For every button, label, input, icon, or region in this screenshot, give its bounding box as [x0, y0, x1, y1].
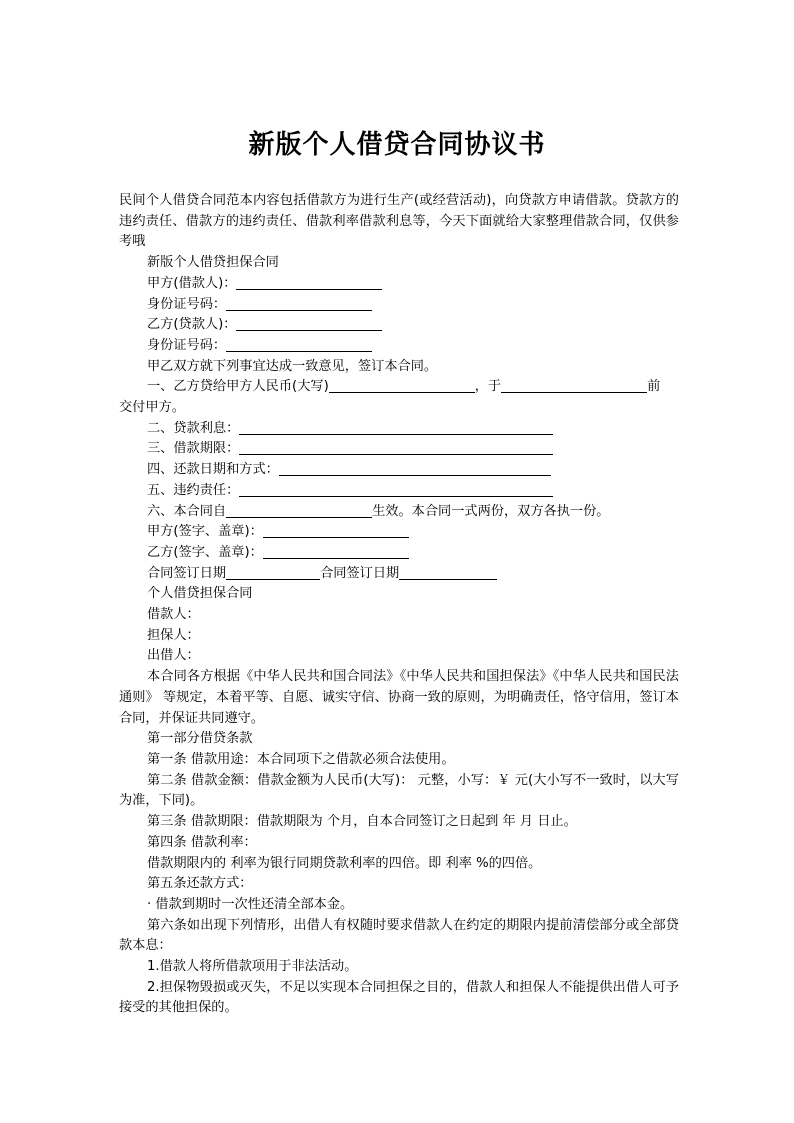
- blank-line: [226, 565, 320, 580]
- item6-end: 生效。本合同一式两份，双方各执一份。: [372, 503, 610, 519]
- party-b-label: 乙方(贷款人)：: [147, 317, 237, 333]
- blank-line: [239, 440, 553, 455]
- blank-line: [239, 482, 553, 497]
- party-b-line: [119, 315, 679, 336]
- blank-line: [399, 565, 497, 580]
- item3-line: [119, 439, 679, 460]
- preamble-paragraph: 本合同各方根据《中华人民共和国合同法》《中华人民共和国担保法》《中华人民共和国民法通则》 等规定，本着平等、自愿、诚实守信、协商一致的原则，为明确责任，恪守信用，签订本合同，并保证共同遵守。: [119, 669, 679, 726]
- article6-item2: 2.担保物毁损或灭失，不足以实现本合同担保之目的，借款人和担保人不能提供出借人可予接受的其他担保的。: [119, 979, 679, 1016]
- blank-line: [236, 275, 382, 290]
- lender-line: 出借人：: [147, 648, 200, 664]
- article3: 第三条 借款期限：借款期限为 个月，自本合同签订之日起到 年 月 日止。: [147, 814, 577, 830]
- document-body: [119, 191, 679, 1019]
- blank-line: [263, 523, 409, 538]
- article4-text: 借款期限内的 利率为银行同期贷款利率的四倍。即 利率 %的四倍。: [147, 855, 542, 871]
- blank-line: [226, 503, 372, 518]
- item1-continuation: 交付甲方。: [119, 400, 185, 416]
- guarantor-line: 担保人：: [147, 627, 200, 643]
- blank-line: [263, 544, 409, 559]
- article2: 第二条 借款金额：借款金额为人民币(大写)： 元整，小写：￥ 元(大小写不一致时，以大写为准，下同)。: [119, 772, 679, 809]
- article1: 第一条 借款用途：本合同项下之借款必须合法使用。: [147, 751, 455, 767]
- article5-text: · 借款到期时一次性还清全部本金。: [147, 896, 354, 912]
- sign-a-label: 甲方(签字、盖章)：: [147, 524, 263, 540]
- party-a-line: [119, 274, 679, 295]
- agreement-line: 甲乙双方就下列事宜达成一致意见，签订本合同。: [147, 358, 438, 374]
- party-b-id-line: [119, 336, 679, 357]
- date-b-label: 合同签订日期: [320, 565, 400, 581]
- article5: 第五条还款方式：: [147, 876, 253, 892]
- party-a-id-label: 身份证号码：: [147, 296, 227, 312]
- party-a-label: 甲方(借款人)：: [147, 275, 237, 291]
- blank-line: [226, 296, 372, 311]
- article6: 第六条如出现下列情形，出借人有权随时要求借款人在约定的期限内提前清偿部分或全部贷款本息：: [119, 917, 679, 954]
- blank-line: [279, 461, 551, 476]
- article4: 第四条 借款利率：: [147, 834, 257, 850]
- document-title: 新版个人借贷合同协议书: [248, 130, 546, 160]
- blank-line: [501, 378, 647, 393]
- item1-line: [119, 377, 679, 398]
- item6-line: [119, 502, 679, 523]
- date-a-label: 合同签订日期: [147, 565, 227, 581]
- blank-line: [239, 420, 553, 435]
- date-line: [119, 564, 679, 585]
- contract1-heading: 新版个人借贷担保合同: [147, 255, 279, 271]
- part1-heading: 第一部分借贷条款: [147, 731, 253, 747]
- intro-paragraph: 民间个人借贷合同范本内容包括借款方为进行生产(或经营活动)，向贷款方申请借款。贷款方的违约责任、借款方的违约责任、借款利率借款利息等，今天下面就给大家整理借款合同，仅供参考哦: [119, 193, 679, 250]
- sign-a-line: [119, 522, 679, 543]
- item2-label: 二、贷款利息：: [147, 420, 240, 436]
- item1-end: 前: [647, 379, 661, 395]
- borrower-line: 借款人：: [147, 607, 200, 623]
- item1-mid: ，于: [474, 379, 502, 395]
- party-b-id-label: 身份证号码：: [147, 337, 227, 353]
- item5-label: 五、违约责任：: [147, 482, 240, 498]
- item5-line: [119, 481, 679, 502]
- item4-label: 四、还款日期和方式：: [147, 462, 279, 478]
- blank-line: [329, 378, 475, 393]
- party-a-id-line: [119, 295, 679, 316]
- blank-line: [226, 337, 372, 352]
- item1-label: 一、乙方贷给甲方人民币(大写): [147, 379, 329, 395]
- item3-label: 三、借款期限：: [147, 441, 240, 457]
- blank-line: [236, 316, 382, 331]
- article6-item1: 1.借款人将所借款项用于非法活动。: [147, 959, 358, 975]
- item6-label: 六、本合同自: [147, 503, 227, 519]
- sign-b-line: [119, 543, 679, 564]
- contract2-heading: 个人借贷担保合同: [147, 586, 253, 602]
- item4-line: [119, 460, 679, 481]
- item2-line: [119, 419, 679, 440]
- sign-b-label: 乙方(签字、盖章)：: [147, 544, 263, 560]
